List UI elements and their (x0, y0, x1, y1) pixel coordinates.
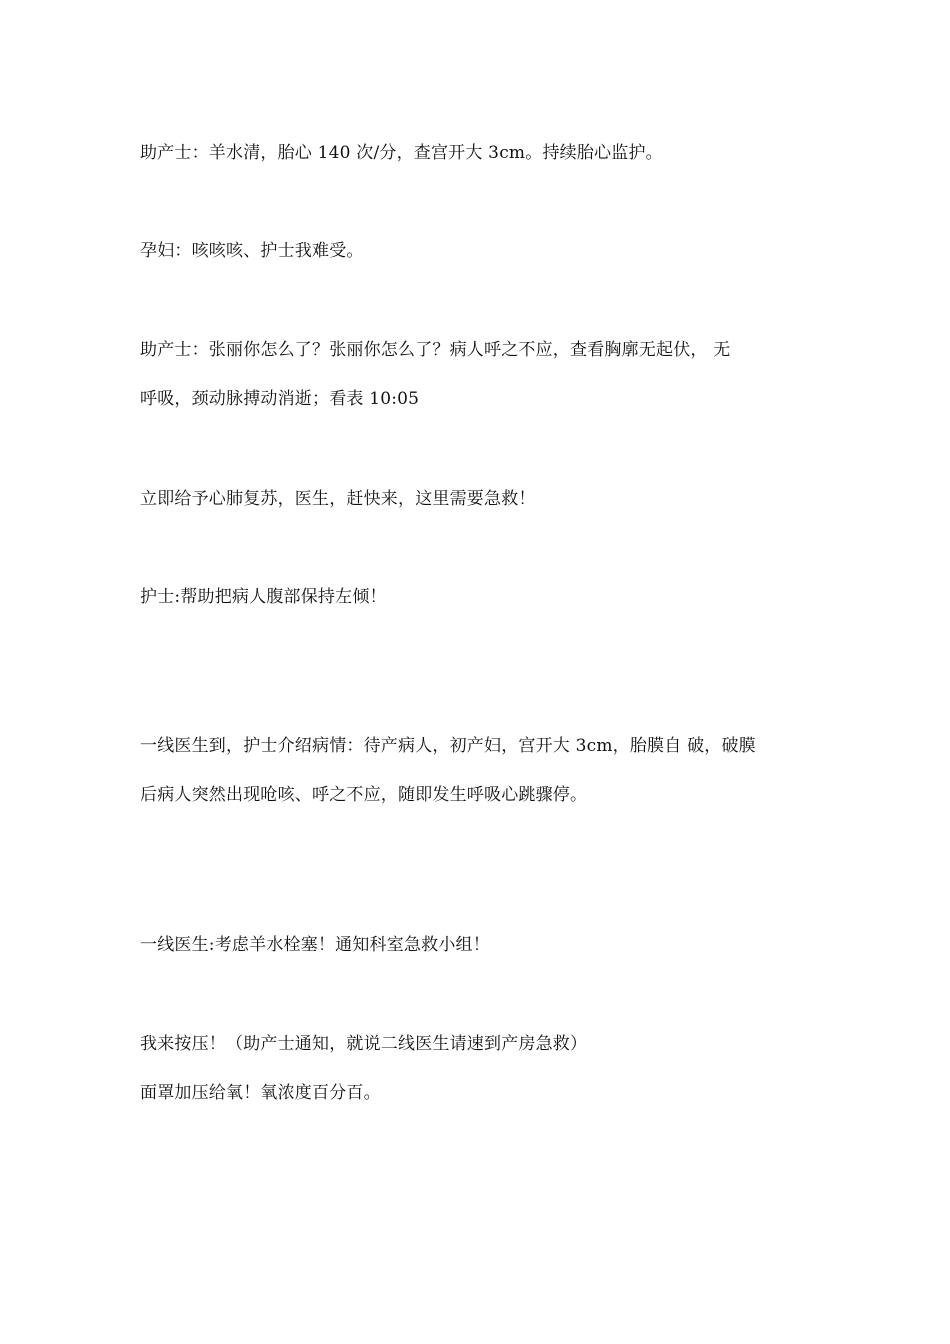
text-line-6: 护士:帮助把病人腹部保持左倾！ (140, 587, 387, 607)
text-line-5: 立即给予心肺复苏，医生，赶快来，这里需要急救！ (140, 489, 536, 509)
text-line-3: 助产士：张丽你怎么了？张丽你怎么了？病人呼之不应，查看胸廓无起伏， 无 (140, 340, 731, 360)
text-line-2: 孕妇：咳咳咳、护士我难受。 (140, 241, 364, 261)
text-line-11: 面罩加压给氧！氧浓度百分百。 (140, 1083, 381, 1103)
text-line-10: 我来按压！（助产士通知，就说二线医生请速到产房急救） (140, 1034, 588, 1054)
text-line-7: 一线医生到，护士介绍病情：待产病人，初产妇，宫开大 3cm，胎膜自 破，破膜 (140, 736, 756, 756)
text-line-8: 后病人突然出现呛咳、呼之不应，随即发生呼吸心跳骤停。 (140, 785, 588, 805)
text-line-4: 呼吸，颈动脉搏动消逝；看表 10:05 (140, 389, 420, 409)
text-line-1: 助产士：羊水清，胎心 140 次/分，查宫开大 3cm。持续胎心监护。 (140, 143, 663, 163)
text-line-9: 一线医生:考虑羊水栓塞！通知科室急救小组！ (140, 935, 490, 955)
